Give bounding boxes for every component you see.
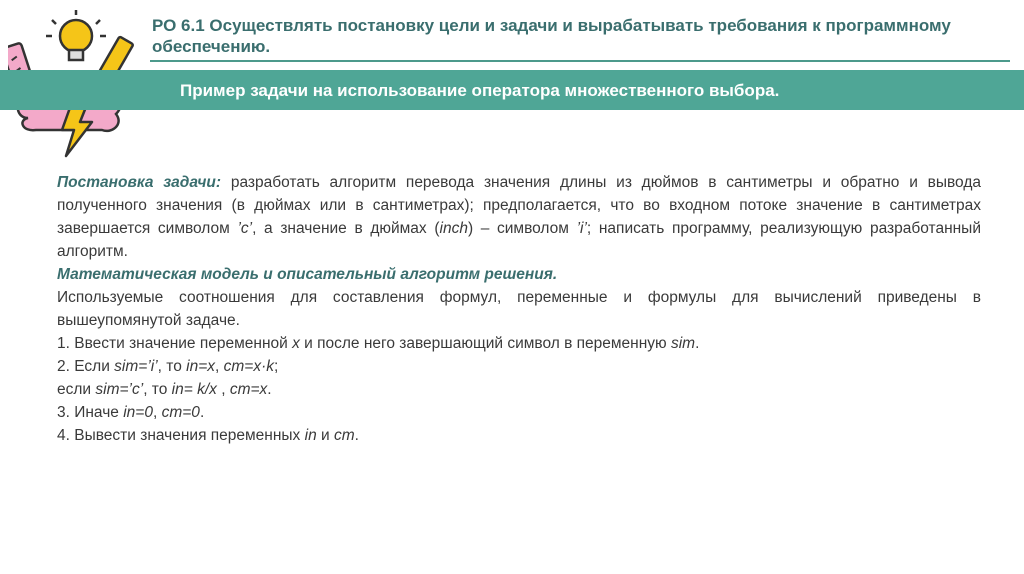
step-text: , то <box>157 358 187 375</box>
step-4 <box>57 424 981 447</box>
task-text: , а значение в дюймах ( <box>252 220 440 237</box>
step-text: . <box>695 335 700 352</box>
var-x: x <box>292 335 300 352</box>
var-cm: cm <box>333 427 355 444</box>
task-label: Постановка задачи: <box>57 174 222 191</box>
step-text: 3. Иначе <box>57 404 124 421</box>
step-text: 1. Ввести значение переменной <box>57 335 293 352</box>
formula-cm: cm=0 <box>161 404 200 421</box>
step-1 <box>57 332 981 355</box>
formula-in: in=0 <box>123 404 153 421</box>
task-symbol-c: ’c’ <box>237 220 253 237</box>
step-text: . <box>199 404 205 421</box>
lightbulb-icon <box>46 10 106 60</box>
var-sim: sim <box>670 335 696 352</box>
step-text: 2. Если <box>57 358 115 375</box>
step-2b <box>57 378 981 401</box>
var-in: in <box>304 427 317 444</box>
step-text: ; <box>274 358 279 375</box>
step-text: и <box>316 427 334 444</box>
condition-i: sim=’i’ <box>114 358 158 375</box>
condition-c: sim=’c’ <box>95 381 144 398</box>
formula-in: in=x <box>186 358 215 375</box>
header-divider <box>150 60 1010 62</box>
slide-content <box>57 171 981 447</box>
step-text: , <box>216 381 230 398</box>
step-text: если <box>57 381 96 398</box>
task-text: ) – символом <box>467 220 577 237</box>
step-text: , <box>152 404 162 421</box>
task-symbol-i: ’i’ <box>576 220 587 237</box>
step-2 <box>57 355 981 378</box>
formula-in: in= k/x <box>171 381 217 398</box>
step-3 <box>57 401 981 424</box>
subtitle-banner-text: Пример задачи на использование оператора множественного выбора. <box>180 81 780 100</box>
task-text: ; написать программу, реализующую разработанный алгоритм. <box>57 220 981 260</box>
step-text: , то <box>143 381 172 398</box>
step-text: . <box>267 381 272 398</box>
formula-cm: cm=x·k <box>223 358 274 375</box>
step-text: , <box>215 358 224 375</box>
model-heading: Математическая модель и описательный алгоритм решения. <box>57 266 558 283</box>
step-text: 4. Вывести значения переменных <box>57 427 305 444</box>
page-title: РО 6.1 Осуществлять постановку цели и задачи и вырабатывать требования к программному обеспечению. <box>152 16 951 56</box>
task-paragraph <box>57 171 981 263</box>
step-text: и после него завершающий символ в переменную <box>299 335 671 352</box>
task-inch-term: inch <box>439 220 468 237</box>
step-text: . <box>354 427 359 444</box>
model-intro: Используемые соотношения для составления формул, переменные и формулы для вычислений приведены в вышеупомянутой задаче. <box>57 289 981 329</box>
task-text: разработать алгоритм перевода значения длины из дюймов в сантиметры и обратно и вывода полученного значения (в дюймах или в сантиметрах); предполагается, что во входном потоке значение в сантиметрах завершается символом <box>57 174 981 237</box>
formula-cm: cm=x <box>229 381 268 398</box>
